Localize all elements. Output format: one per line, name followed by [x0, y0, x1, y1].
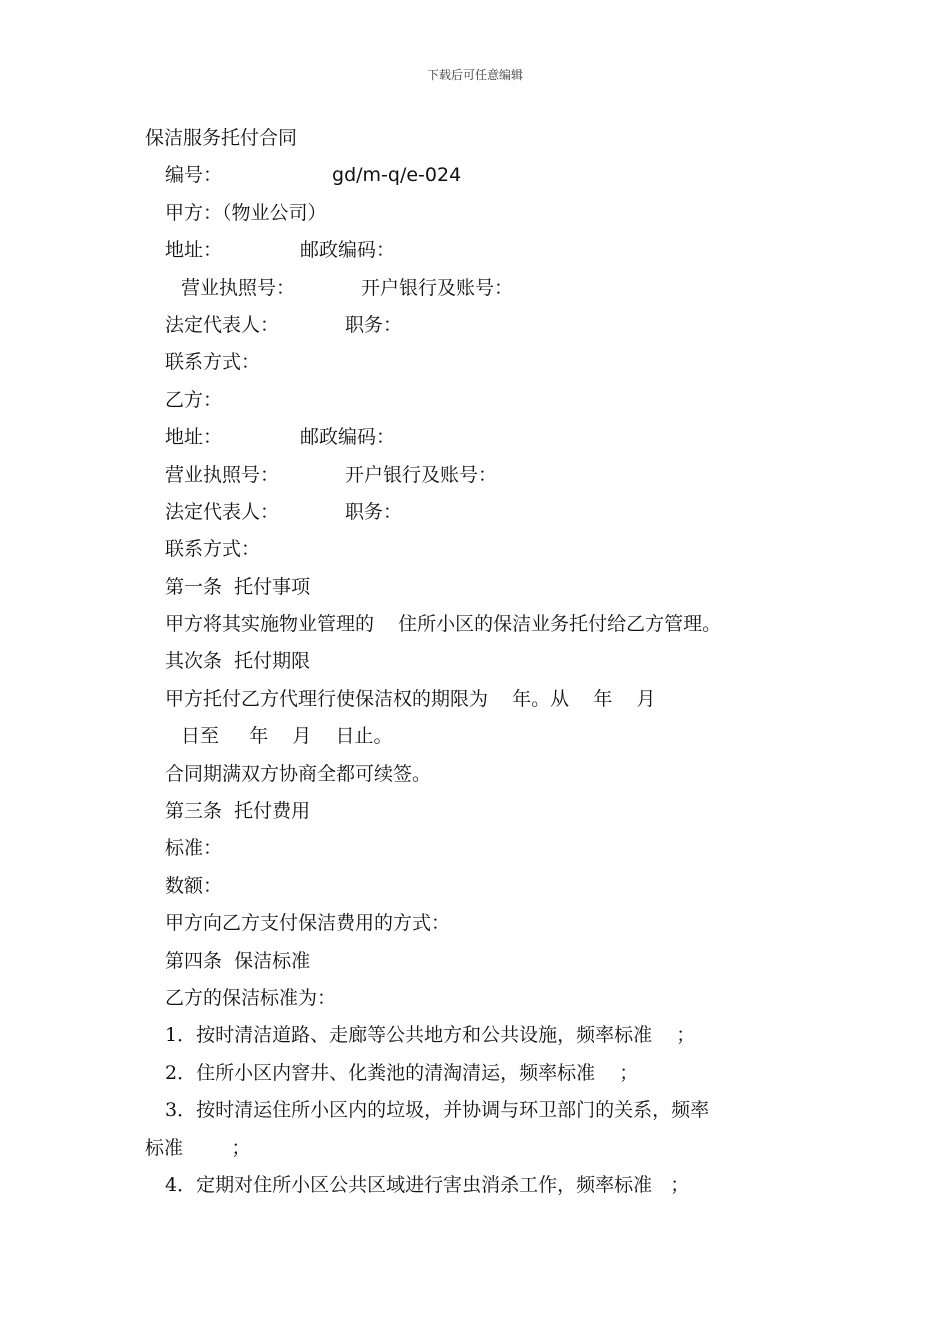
article-3-standard: 标准：	[165, 837, 223, 860]
article-3-title: 第三条 托付费用	[165, 800, 311, 823]
party-b-license-row	[145, 457, 825, 494]
number-value: gd/m-q/e-024	[332, 164, 462, 187]
party-a-license-row	[145, 270, 825, 307]
document-body	[145, 120, 825, 1204]
party-a-address: 地址：	[165, 239, 223, 262]
party-b-position: 职务：	[345, 500, 403, 523]
article-2-text-2: 日至 年 月 日止。	[181, 725, 393, 748]
party-a-bank: 开户银行及账号：	[361, 276, 514, 299]
article-3-amount: 数额：	[165, 874, 223, 897]
number-label: 编号：	[165, 164, 223, 187]
article-1-title: 第一条 托付事项	[165, 575, 311, 598]
party-b-address: 地址：	[165, 426, 223, 449]
party-b-rep: 法定代表人：	[165, 500, 280, 523]
contract-number-row	[145, 157, 825, 194]
party-b-license: 营业执照号：	[165, 463, 280, 486]
party-a-rep: 法定代表人：	[165, 313, 280, 336]
party-b-postcode: 邮政编码：	[300, 426, 396, 449]
party-b-contact: 联系方式：	[165, 538, 261, 561]
party-a-address-row	[145, 232, 825, 269]
article-2-text-1: 甲方托付乙方代理行使保洁权的期限为 年。从 年 月	[165, 687, 656, 710]
article-2-text-3: 合同期满双方协商全都可续签。	[165, 762, 432, 785]
article-2-title: 其次条 托付期限	[165, 650, 311, 673]
party-b-rep-row	[145, 494, 825, 531]
party-a-label: 甲方：（物业公司）	[165, 201, 327, 224]
party-a-postcode: 邮政编码：	[300, 239, 396, 262]
party-a-contact: 联系方式：	[165, 351, 261, 374]
article-3-payment: 甲方向乙方支付保洁费用的方式：	[165, 912, 451, 935]
page-header: 下载后可任意编辑	[426, 68, 523, 82]
article-4-item-4: 4．定期对住所小区公共区域进行害虫消杀工作，频率标准 ；	[165, 1173, 690, 1196]
article-4-intro: 乙方的保洁标准为：	[165, 986, 337, 1009]
party-b-address-row	[145, 419, 825, 456]
article-4-item-2: 2．住所小区内窨井、化粪池的清淘清运，频率标准 ；	[165, 1061, 639, 1084]
article-4-item-3b: 标准 ；	[145, 1136, 251, 1159]
party-b-label: 乙方：	[165, 388, 223, 411]
party-a-position: 职务：	[345, 313, 403, 336]
party-a-license: 营业执照号：	[181, 276, 296, 299]
article-4-title: 第四条 保洁标准	[165, 949, 311, 972]
article-4-item-1: 1．按时清洁道路、走廊等公共地方和公共设施，频率标准 ；	[165, 1024, 696, 1047]
party-a-rep-row	[145, 307, 825, 344]
article-1-text: 甲方将其实施物业管理的 住所小区的保洁业务托付给乙方管理。	[165, 613, 722, 636]
party-b-bank: 开户银行及账号：	[345, 463, 498, 486]
document-title: 保洁服务托付合同	[145, 127, 298, 149]
article-4-item-3a: 3．按时清运住所小区内的垃圾，并协调与环卫部门的关系，频率	[165, 1099, 710, 1122]
